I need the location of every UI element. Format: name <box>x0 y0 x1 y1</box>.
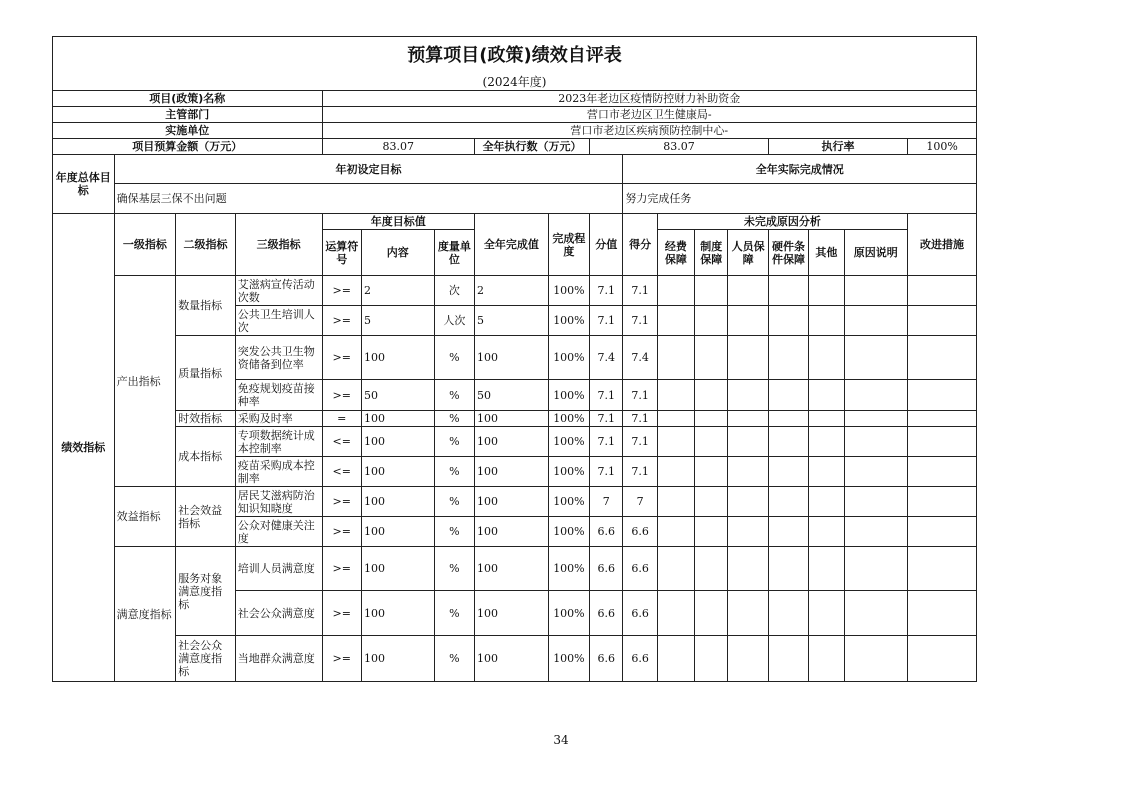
header-score: 得分 <box>623 214 657 276</box>
indicator-operator: >= <box>322 517 361 547</box>
self-evaluation-table <box>52 36 977 682</box>
dept-value: 营口市老边区卫生健康局- <box>322 107 976 123</box>
header-reason-hardware: 硬件条件保障 <box>768 230 808 276</box>
empty-cell <box>657 457 694 487</box>
table-row <box>53 411 977 427</box>
overall-goal-label: 年度总体目标 <box>53 155 115 214</box>
indicator-completion: 100% <box>548 547 589 591</box>
indicator-content: 100 <box>361 427 434 457</box>
empty-cell <box>657 427 694 457</box>
empty-cell <box>728 427 768 457</box>
indicator-operator: <= <box>322 457 361 487</box>
empty-cell <box>657 336 694 380</box>
empty-cell <box>809 547 844 591</box>
indicator-completion: 100% <box>548 276 589 306</box>
empty-cell <box>728 636 768 682</box>
indicator-name: 采购及时率 <box>235 411 322 427</box>
indicator-actual: 100 <box>475 411 549 427</box>
empty-cell <box>728 547 768 591</box>
budget-value: 83.07 <box>322 139 474 155</box>
empty-cell <box>728 517 768 547</box>
performance-indicators-label: 绩效指标 <box>53 214 115 682</box>
indicator-completion: 100% <box>548 591 589 636</box>
empty-cell <box>695 591 728 636</box>
indicator-unit: 次 <box>434 276 474 306</box>
indicator-completion: 100% <box>548 306 589 336</box>
indicator-unit: % <box>434 336 474 380</box>
indicator-operator: <= <box>322 427 361 457</box>
indicator-name: 公共卫生培训人次 <box>235 306 322 336</box>
header-reason-system: 制度保障 <box>695 230 728 276</box>
header-score-value: 分值 <box>590 214 623 276</box>
indicator-name: 艾滋病宣传活动次数 <box>235 276 322 306</box>
dept-label: 主管部门 <box>53 107 323 123</box>
indicator-name: 当地群众满意度 <box>235 636 322 682</box>
header-level2: 二级指标 <box>176 214 236 276</box>
header-unit: 度量单位 <box>434 230 474 276</box>
empty-cell <box>809 457 844 487</box>
empty-cell <box>908 380 977 411</box>
indicator-content: 50 <box>361 380 434 411</box>
empty-cell <box>768 336 808 380</box>
empty-cell <box>657 636 694 682</box>
indicator-score: 7.1 <box>623 427 657 457</box>
project-name-value: 2023年老边区疫情防控财力补助资金 <box>322 91 976 107</box>
project-name-label: 项目(政策)名称 <box>53 91 323 107</box>
empty-cell <box>844 547 908 591</box>
table-row <box>53 427 977 457</box>
indicator-score: 6.6 <box>623 636 657 682</box>
empty-cell <box>728 411 768 427</box>
header-improvement: 改进措施 <box>908 214 977 276</box>
indicator-operator: >= <box>322 547 361 591</box>
exec-value: 83.07 <box>590 139 769 155</box>
indicator-unit: % <box>434 517 474 547</box>
empty-cell <box>844 276 908 306</box>
subgroup-quantity: 数量指标 <box>176 276 236 336</box>
indicator-score: 7.4 <box>623 336 657 380</box>
empty-cell <box>844 306 908 336</box>
indicator-actual: 100 <box>475 517 549 547</box>
header-completion: 完成程度 <box>548 214 589 276</box>
header-actual-value: 全年完成值 <box>475 214 549 276</box>
indicator-unit: % <box>434 591 474 636</box>
indicator-value: 7.1 <box>590 276 623 306</box>
group-output: 产出指标 <box>114 276 176 487</box>
empty-cell <box>768 306 808 336</box>
indicator-content: 100 <box>361 411 434 427</box>
indicator-unit: % <box>434 636 474 682</box>
indicator-actual: 2 <box>475 276 549 306</box>
empty-cell <box>844 411 908 427</box>
indicator-content: 100 <box>361 487 434 517</box>
empty-cell <box>844 591 908 636</box>
empty-cell <box>768 380 808 411</box>
header-target-group: 年度目标值 <box>322 214 474 230</box>
indicator-unit: % <box>434 411 474 427</box>
indicator-actual: 100 <box>475 636 549 682</box>
indicator-operator: >= <box>322 591 361 636</box>
indicator-actual: 100 <box>475 457 549 487</box>
empty-cell <box>728 306 768 336</box>
empty-cell <box>908 336 977 380</box>
table-row <box>53 336 977 380</box>
empty-cell <box>695 517 728 547</box>
indicator-value: 7.1 <box>590 427 623 457</box>
indicator-value: 7.4 <box>590 336 623 380</box>
group-satisfaction: 满意度指标 <box>114 547 176 682</box>
empty-cell <box>809 276 844 306</box>
actual-completion-header: 全年实际完成情况 <box>623 155 977 184</box>
page-title: 预算项目(政策)绩效自评表 <box>53 37 977 75</box>
empty-cell <box>695 411 728 427</box>
empty-cell <box>728 336 768 380</box>
indicator-content: 100 <box>361 547 434 591</box>
page-number: 34 <box>553 733 569 747</box>
indicator-content: 100 <box>361 517 434 547</box>
empty-cell <box>809 411 844 427</box>
indicator-score: 7.1 <box>623 276 657 306</box>
indicator-value: 7.1 <box>590 380 623 411</box>
empty-cell <box>728 457 768 487</box>
indicator-actual: 100 <box>475 336 549 380</box>
empty-cell <box>768 457 808 487</box>
indicator-name: 社会公众满意度 <box>235 591 322 636</box>
header-reason-note: 原因说明 <box>844 230 908 276</box>
empty-cell <box>809 380 844 411</box>
indicator-value: 6.6 <box>590 547 623 591</box>
indicator-completion: 100% <box>548 336 589 380</box>
indicator-value: 6.6 <box>590 636 623 682</box>
empty-cell <box>809 636 844 682</box>
empty-cell <box>809 427 844 457</box>
indicator-content: 2 <box>361 276 434 306</box>
indicator-name: 公众对健康关注度 <box>235 517 322 547</box>
budget-label: 项目预算金额（万元） <box>53 139 323 155</box>
indicator-content: 5 <box>361 306 434 336</box>
initial-goal-text: 确保基层三保不出问题 <box>114 184 623 214</box>
rate-label: 执行率 <box>768 139 907 155</box>
empty-cell <box>908 276 977 306</box>
empty-cell <box>695 487 728 517</box>
subgroup-public-satisfaction: 社会公众满意度指标 <box>176 636 236 682</box>
empty-cell <box>768 636 808 682</box>
empty-cell <box>695 380 728 411</box>
subgroup-quality: 质量指标 <box>176 336 236 411</box>
indicator-actual: 5 <box>475 306 549 336</box>
indicator-score: 7.1 <box>623 411 657 427</box>
indicator-score: 7.1 <box>623 306 657 336</box>
empty-cell <box>768 411 808 427</box>
empty-cell <box>809 336 844 380</box>
subgroup-timeliness: 时效指标 <box>176 411 236 427</box>
indicator-unit: % <box>434 457 474 487</box>
empty-cell <box>728 380 768 411</box>
table-row <box>53 276 977 306</box>
indicator-operator: >= <box>322 380 361 411</box>
empty-cell <box>768 517 808 547</box>
indicator-content: 100 <box>361 336 434 380</box>
indicator-value: 7.1 <box>590 411 623 427</box>
empty-cell <box>768 487 808 517</box>
indicator-unit: % <box>434 487 474 517</box>
empty-cell <box>657 591 694 636</box>
indicator-content: 100 <box>361 591 434 636</box>
empty-cell <box>908 411 977 427</box>
indicator-actual: 50 <box>475 380 549 411</box>
indicator-operator: >= <box>322 276 361 306</box>
indicator-name: 居民艾滋病防治知识知晓度 <box>235 487 322 517</box>
impl-unit-label: 实施单位 <box>53 123 323 139</box>
indicator-value: 7 <box>590 487 623 517</box>
empty-cell <box>695 636 728 682</box>
empty-cell <box>695 306 728 336</box>
indicator-unit: % <box>434 427 474 457</box>
empty-cell <box>844 457 908 487</box>
empty-cell <box>809 591 844 636</box>
empty-cell <box>844 427 908 457</box>
impl-unit-value: 营口市老边区疾病预防控制中心- <box>322 123 976 139</box>
empty-cell <box>728 276 768 306</box>
indicator-score: 6.6 <box>623 517 657 547</box>
empty-cell <box>768 427 808 457</box>
indicator-operator: = <box>322 411 361 427</box>
indicator-score: 7.1 <box>623 380 657 411</box>
subgroup-service-satisfaction: 服务对象满意度指标 <box>176 547 236 636</box>
header-reason-staff: 人员保障 <box>728 230 768 276</box>
empty-cell <box>657 547 694 591</box>
empty-cell <box>908 547 977 591</box>
indicator-content: 100 <box>361 636 434 682</box>
indicator-operator: >= <box>322 636 361 682</box>
empty-cell <box>768 547 808 591</box>
empty-cell <box>908 636 977 682</box>
empty-cell <box>695 336 728 380</box>
table-row <box>53 636 977 682</box>
empty-cell <box>768 591 808 636</box>
empty-cell <box>728 591 768 636</box>
indicator-unit: % <box>434 547 474 591</box>
header-level1: 一级指标 <box>114 214 176 276</box>
indicator-score: 6.6 <box>623 591 657 636</box>
indicator-name: 专项数据统计成本控制率 <box>235 427 322 457</box>
empty-cell <box>908 306 977 336</box>
indicator-completion: 100% <box>548 427 589 457</box>
empty-cell <box>657 380 694 411</box>
empty-cell <box>657 411 694 427</box>
empty-cell <box>695 547 728 591</box>
indicator-actual: 100 <box>475 591 549 636</box>
indicator-score: 6.6 <box>623 547 657 591</box>
empty-cell <box>908 517 977 547</box>
header-level3: 三级指标 <box>235 214 322 276</box>
indicator-actual: 100 <box>475 547 549 591</box>
empty-cell <box>844 336 908 380</box>
empty-cell <box>657 517 694 547</box>
indicator-actual: 100 <box>475 427 549 457</box>
table-row <box>53 487 977 517</box>
indicator-value: 6.6 <box>590 517 623 547</box>
empty-cell <box>809 487 844 517</box>
exec-label: 全年执行数（万元） <box>475 139 590 155</box>
indicator-score: 7 <box>623 487 657 517</box>
subgroup-cost: 成本指标 <box>176 427 236 487</box>
indicator-actual: 100 <box>475 487 549 517</box>
empty-cell <box>657 306 694 336</box>
group-benefit: 效益指标 <box>114 487 176 547</box>
header-reason-funding: 经费保障 <box>657 230 694 276</box>
empty-cell <box>657 276 694 306</box>
empty-cell <box>844 380 908 411</box>
empty-cell <box>768 276 808 306</box>
indicator-operator: >= <box>322 336 361 380</box>
indicator-content: 100 <box>361 457 434 487</box>
empty-cell <box>844 487 908 517</box>
subgroup-social-benefit: 社会效益指标 <box>176 487 236 547</box>
rate-value: 100% <box>908 139 977 155</box>
header-reason-other: 其他 <box>809 230 844 276</box>
empty-cell <box>695 276 728 306</box>
empty-cell <box>695 457 728 487</box>
indicator-operator: >= <box>322 306 361 336</box>
initial-goal-header: 年初设定目标 <box>114 155 623 184</box>
table-row <box>53 547 977 591</box>
indicator-score: 7.1 <box>623 457 657 487</box>
indicator-completion: 100% <box>548 457 589 487</box>
indicator-value: 6.6 <box>590 591 623 636</box>
empty-cell <box>809 517 844 547</box>
empty-cell <box>908 591 977 636</box>
indicator-name: 培训人员满意度 <box>235 547 322 591</box>
empty-cell <box>908 427 977 457</box>
empty-cell <box>844 636 908 682</box>
indicator-operator: >= <box>322 487 361 517</box>
header-content: 内容 <box>361 230 434 276</box>
actual-completion-text: 努力完成任务 <box>623 184 977 214</box>
empty-cell <box>809 306 844 336</box>
empty-cell <box>908 457 977 487</box>
indicator-completion: 100% <box>548 487 589 517</box>
indicator-unit: % <box>434 380 474 411</box>
empty-cell <box>728 487 768 517</box>
empty-cell <box>657 487 694 517</box>
empty-cell <box>695 427 728 457</box>
header-operator: 运算符号 <box>322 230 361 276</box>
indicator-value: 7.1 <box>590 306 623 336</box>
indicator-completion: 100% <box>548 380 589 411</box>
indicator-completion: 100% <box>548 636 589 682</box>
indicator-completion: 100% <box>548 517 589 547</box>
report-year: (2024年度) <box>53 75 977 91</box>
indicator-unit: 人次 <box>434 306 474 336</box>
indicator-value: 7.1 <box>590 457 623 487</box>
indicator-name: 突发公共卫生物资储备到位率 <box>235 336 322 380</box>
empty-cell <box>908 487 977 517</box>
indicator-completion: 100% <box>548 411 589 427</box>
indicator-name: 疫苗采购成本控制率 <box>235 457 322 487</box>
header-reason-group: 未完成原因分析 <box>657 214 907 230</box>
indicator-name: 免疫规划疫苗接种率 <box>235 380 322 411</box>
empty-cell <box>844 517 908 547</box>
